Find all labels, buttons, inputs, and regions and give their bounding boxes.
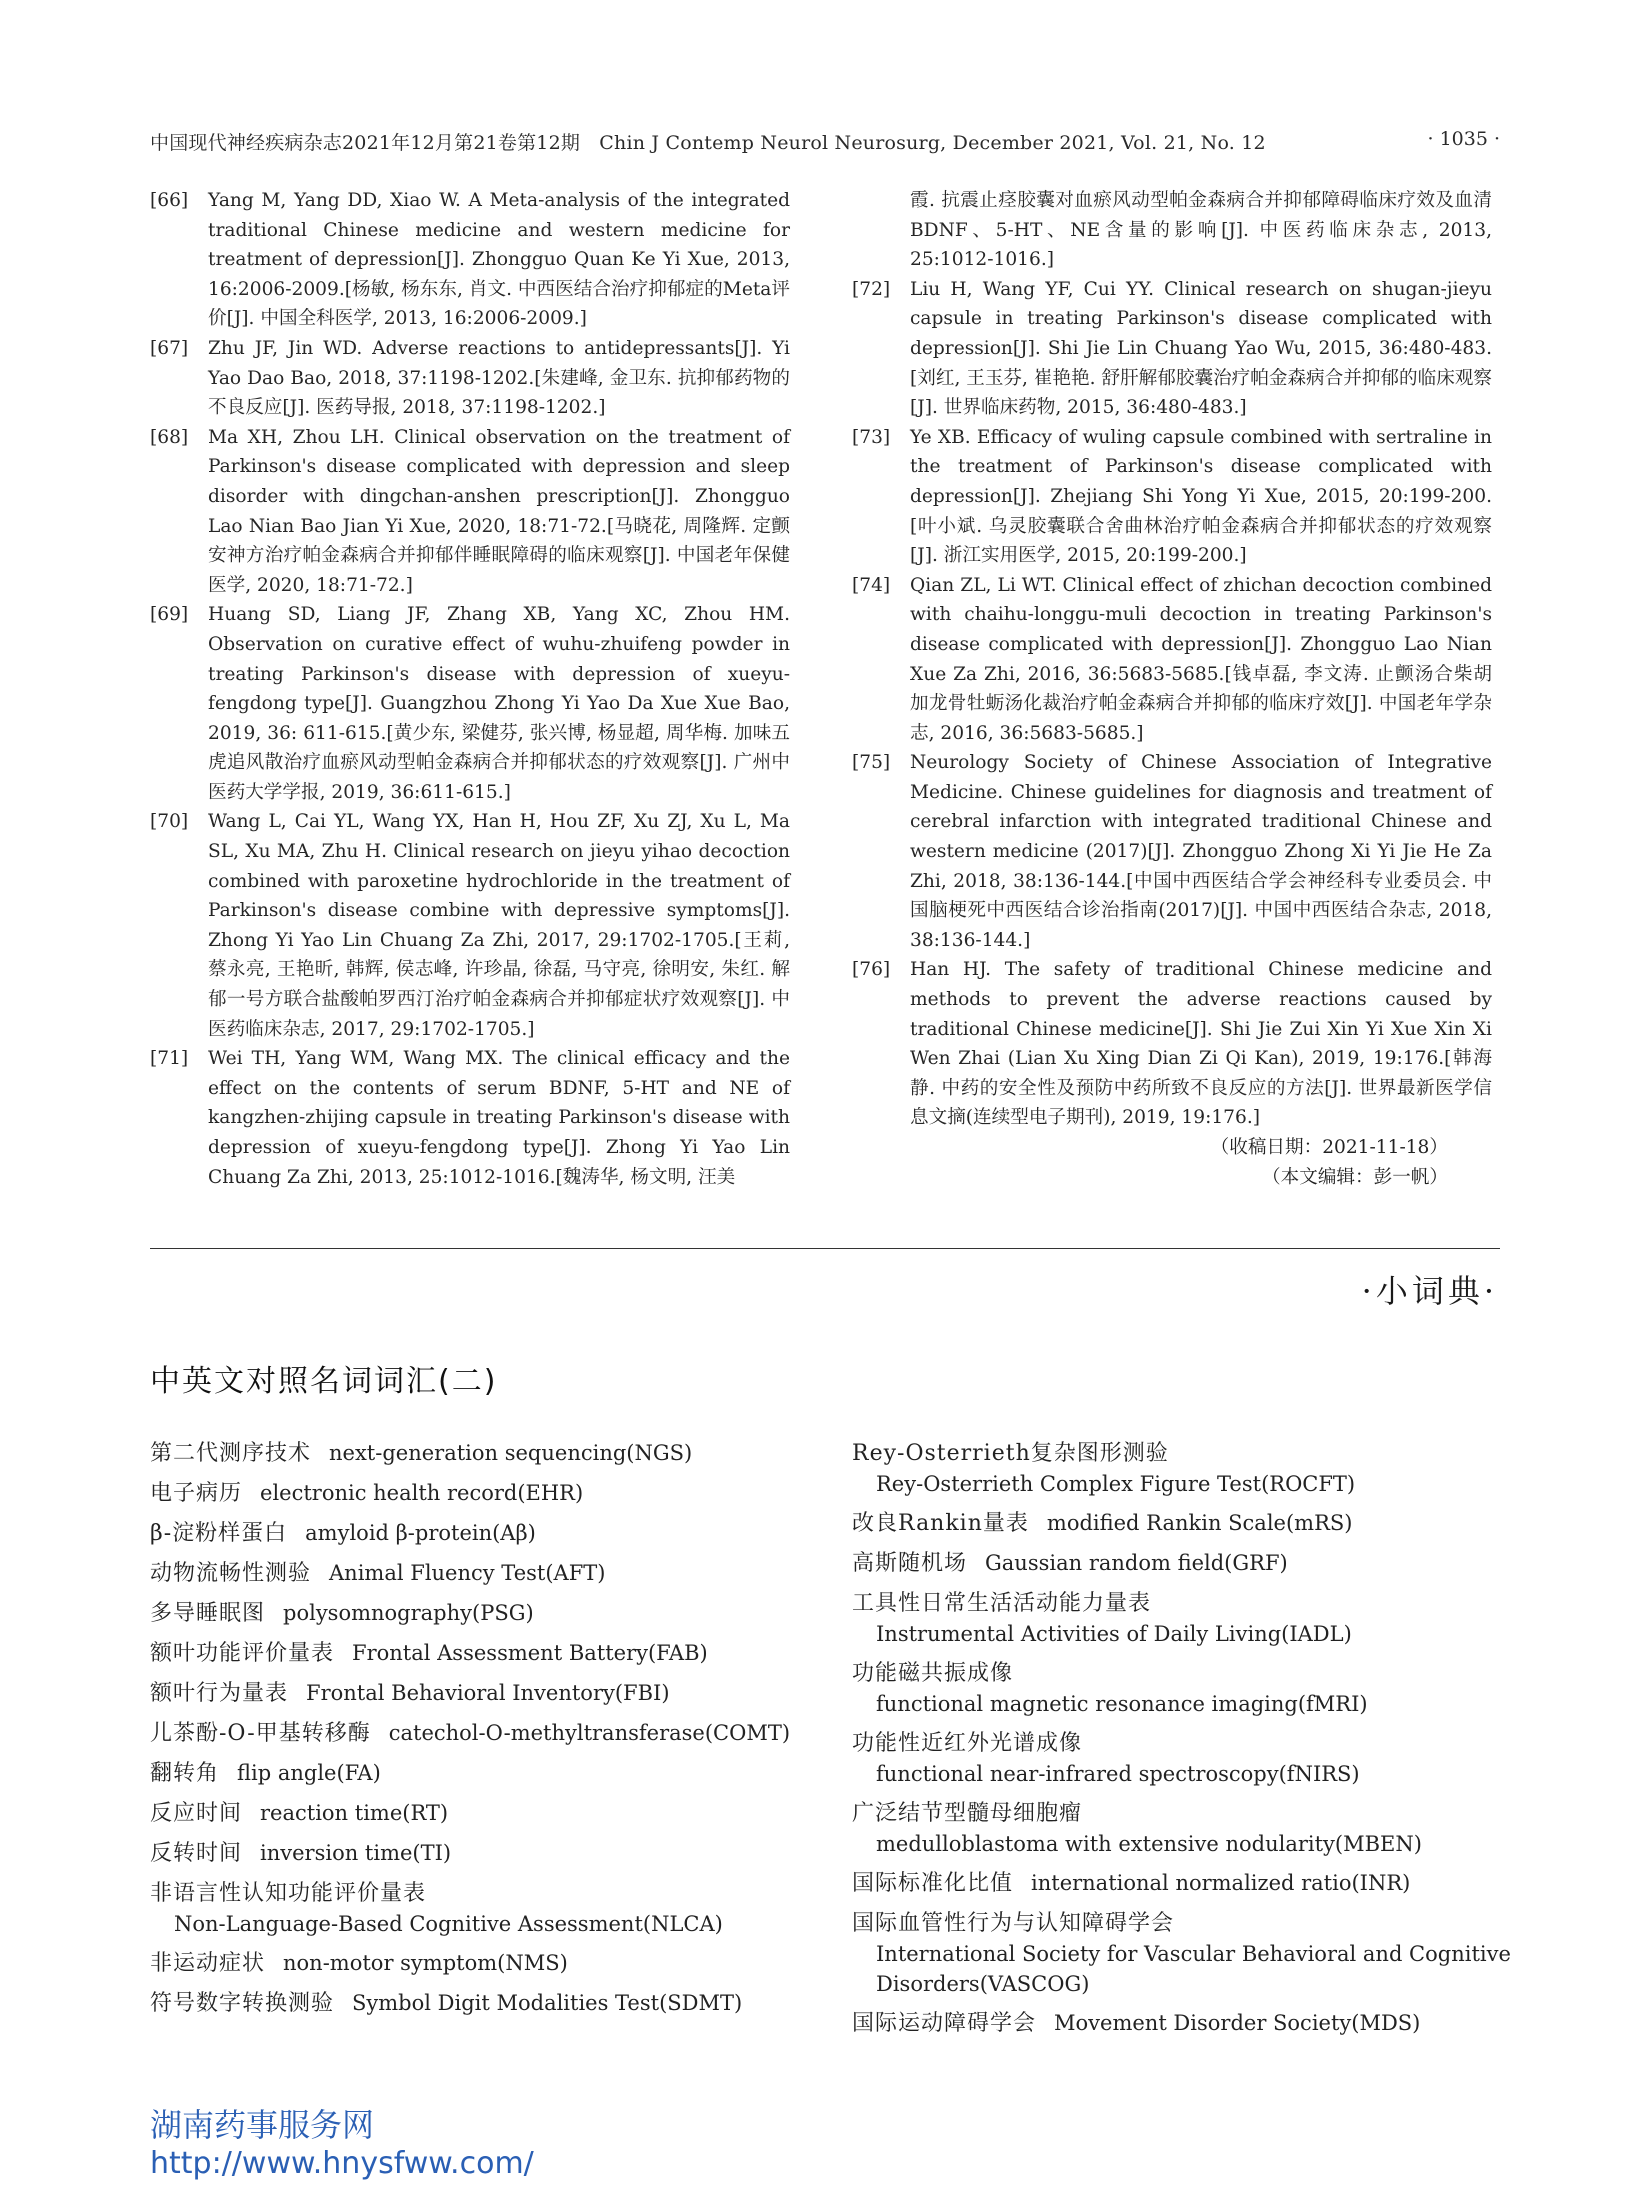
glossary-term-chinese: 第二代测序技术 (150, 1441, 312, 1466)
reference-continuation: 霞. 抗震止痉胶囊对血瘀风动型帕金森病合并抑郁障碍临床疗效及血清BDNF、5-HT、NE含量的影响[J]. 中医药临床杂志, 2013, 25:1012-1016.] (910, 190, 1492, 271)
glossary-term-english: functional near-infrared spectroscopy(fNIRS) (876, 1762, 1360, 1786)
reference-text: Wei TH, Yang WM, Wang MX. The clinical efficacy and the effect on the contents of serum BDNF, 5-HT and NE of kangzhen-zhijing capsule in treating Parkinson's disease with depression of xueyu-fengdong type[J]. Zhong Yi Yao Lin Chuang Za Zhi, 2013, 25:1012-1016.[魏涛华, 杨文明, 汪美 (208, 1048, 790, 1188)
glossary-term-chinese: 额叶行为量表 (150, 1681, 289, 1706)
glossary-term-english: Non-Language-Based Cognitive Assessment(NLCA) (174, 1912, 723, 1936)
glossary-entry (150, 1838, 830, 1869)
glossary-entry (852, 1728, 1512, 1789)
glossary-term-english: non-motor symptom(NMS) (283, 1951, 568, 1975)
glossary-entry (852, 1798, 1512, 1859)
glossary-term-english: Instrumental Activities of Daily Living(IADL) (876, 1622, 1352, 1646)
glossary-entry (150, 1718, 830, 1749)
glossary-term-chinese: β-淀粉样蛋白 (150, 1521, 288, 1546)
glossary-term-english: Animal Fluency Test(AFT) (329, 1561, 606, 1585)
reference-text: Yang M, Yang DD, Xiao W. A Meta-analysis of the integrated traditional Chinese medicine and western medicine for treatment of depression[J]. Zhongguo Quan Ke Yi Xue, 2013, 16:2006-2009.[杨敏, 杨东东, 肖文. 中西医结合治疗抑郁症的Meta评价[J]. 中国全科医学, 2013, 16:2006-2009.] (208, 190, 790, 330)
journal-citation: 中国现代神经疾病杂志2021年12月第21卷第12期 Chin J Contemp Neurol Neurosurg, December 2021, Vol. 21, No. 12 (150, 132, 1266, 154)
glossary-term-chinese: 国际标准化比值 (852, 1871, 1014, 1896)
reference-number: [69] (150, 604, 189, 626)
glossary-term-chinese: 翻转角 (150, 1761, 220, 1786)
glossary-entry (852, 2008, 1512, 2039)
glossary-term-english: modified Rankin Scale(mRS) (1046, 1511, 1353, 1535)
references-right-list (852, 275, 1492, 1133)
glossary-entry (150, 1598, 830, 1629)
reference-number: [76] (852, 959, 891, 981)
glossary-term-chinese: 多导睡眠图 (150, 1601, 266, 1626)
reference-number: [72] (852, 278, 891, 300)
glossary-entry (150, 1478, 830, 1509)
glossary-term-english: amyloid β-protein(Aβ) (305, 1521, 536, 1545)
received-date: （收稿日期：2021-11-18） (1210, 1137, 1448, 1158)
glossary-term-english: international normalized ratio(INR) (1031, 1871, 1411, 1895)
reference-text: Han HJ. The safety of traditional Chinese medicine and methods to prevent the adverse reactions caused by traditional Chinese medicine[J]. Shi Jie Zui Xin Yi Xue Xin Xi Wen Zhai (Lian Xu Xing Dian Zi Qi Kan), 2019, 19:176.[韩海静. 中药的安全性及预防中药所致不良反应的方法[J]. 世界最新医学信息文摘(连续型电子期刊), 2019, 19:176.] (910, 959, 1492, 1129)
reference-number: [71] (150, 1048, 189, 1070)
reference-text: Liu H, Wang YF, Cui YY. Clinical research on shugan-jieyu capsule in treating Parkinson's disease complicated with depression[J]. Shi Jie Lin Chuang Yao Wu, 2015, 36:480-483.[刘红, 王玉芬, 崔艳艳. 舒肝解郁胶囊治疗帕金森病合并抑郁的临床观察[J]. 世界临床药物, 2015, 36:480-483.] (910, 278, 1492, 419)
glossary-term-english: Symbol Digit Modalities Test(SDMT) (352, 1991, 743, 2015)
glossary-term-chinese: 符号数字转换测验 (150, 1991, 335, 2016)
glossary-term-chinese: 儿茶酚-O-甲基转移酶 (150, 1721, 371, 1746)
glossary-term-chinese: 改良Rankin量表 (852, 1511, 1029, 1536)
glossary-term-chinese: 广泛结节型髓母细胞瘤 (852, 1801, 1083, 1826)
reference-item (150, 423, 790, 601)
glossary-entry (150, 1878, 830, 1939)
glossary-entry (150, 1518, 830, 1549)
reference-item (852, 423, 1492, 571)
glossary-entry (150, 1988, 830, 2019)
glossary-term-chinese: Rey-Osterrieth复杂图形测验 (852, 1441, 1169, 1466)
editor-note: （本文编辑：彭一帆） (1262, 1166, 1448, 1188)
glossary-term-english: Frontal Behavioral Inventory(FBI) (306, 1681, 670, 1705)
glossary-term-english: polysomnography(PSG) (283, 1601, 534, 1625)
glossary-entry (852, 1658, 1512, 1719)
reference-item (150, 186, 790, 334)
glossary-entry (852, 1868, 1512, 1899)
reference-number: [67] (150, 337, 189, 359)
glossary-term-english: Movement Disorder Society(MDS) (1054, 2011, 1421, 2035)
glossary-term-chinese: 国际血管性行为与认知障碍学会 (852, 1911, 1175, 1936)
reference-text: Huang SD, Liang JF, Zhang XB, Yang XC, Zhou HM. Observation on curative effect of wuhu-zhuifeng powder in treating Parkinson's disease with depression of xueyu-fengdong type[J]. Guangzhou Zhong Yi Yao Da Xue Xue Bao, 2019, 36: 611-615.[黄少东, 梁健芬, 张兴博, 杨显超, 周华梅. 加味五虎追风散治疗血瘀风动型帕金森病合并抑郁状态的疗效观察[J]. 广州中医药大学学报, 2019, 36:611-615.] (208, 604, 790, 803)
reference-text: Wang L, Cai YL, Wang YX, Han H, Hou ZF, Xu ZJ, Xu L, Ma SL, Xu MA, Zhu H. Clinical research on jieyu yihao decoction combined with paroxetine hydrochloride in the treatment of Parkinson's disease combine with depressive symptoms[J]. Zhong Yi Yao Lin Chuang Za Zhi, 2017, 29:1702-1705.[王莉, 蔡永亮, 王艳昕, 韩辉, 侯志峰, 许珍晶, 徐磊, 马守亮, 徐明安, 朱红. 解郁一号方联合盐酸帕罗西汀治疗帕金森病合并抑郁症状疗效观察[J]. 中医药临床杂志, 2017, 29:1702-1705.] (208, 811, 790, 1040)
reference-item (150, 1044, 790, 1192)
glossary-entry (852, 1908, 1512, 1999)
section-divider (150, 1248, 1500, 1249)
glossary-left-column (150, 1438, 830, 2028)
glossary-entry (852, 1438, 1512, 1499)
glossary-term-chinese: 功能性近红外光谱成像 (852, 1731, 1083, 1756)
glossary-term-english: functional magnetic resonance imaging(fMRI) (876, 1692, 1368, 1716)
running-header (150, 128, 1500, 164)
glossary-entry (150, 1678, 830, 1709)
references-left-column (150, 186, 790, 1192)
watermark-site-name: 湖南药事服务网 (150, 2106, 375, 2144)
glossary-entry (852, 1588, 1512, 1649)
glossary-term-chinese: 电子病历 (150, 1481, 243, 1506)
reference-text: Ye XB. Efficacy of wuling capsule combined with sertraline in the treatment of Parkinson's disease complicated with depression[J]. Zhejiang Shi Yong Yi Xue, 2015, 20:199-200.[叶小斌. 乌灵胶囊联合舍曲林治疗帕金森病合并抑郁状态的疗效观察[J]. 浙江实用医学, 2015, 20:199-200.] (910, 426, 1492, 567)
reference-text: Ma XH, Zhou LH. Clinical observation on the treatment of Parkinson's disease complicated with depression and sleep disorder with dingchan-anshen prescription[J]. Zhongguo Lao Nian Bao Jian Yi Xue, 2020, 18:71-72.[马晓花, 周隆辉. 定颤安神方治疗帕金森病合并抑郁伴睡眠障碍的临床观察[J]. 中国老年保健医学, 2020, 18:71-72.] (208, 426, 790, 596)
column-badge: ·小词典· (1361, 1272, 1498, 1310)
glossary-term-chinese: 国际运动障碍学会 (852, 2011, 1037, 2036)
reference-text: Qian ZL, Li WT. Clinical effect of zhichan decoction combined with chaihu-longgu-muli decoction in treating Parkinson's disease complicated with depression[J]. Zhongguo Lao Nian Xue Za Zhi, 2016, 36:5683-5685.[钱卓磊, 李文涛. 止颤汤合柴胡加龙骨牡蛎汤化裁治疗帕金森病合并抑郁的临床疗效[J]. 中国老年学杂志, 2016, 36:5683-5685.] (910, 574, 1492, 744)
glossary-entry (150, 1438, 830, 1469)
glossary-term-chinese: 非运动症状 (150, 1951, 266, 1976)
glossary-entry (852, 1548, 1512, 1579)
glossary-entry (150, 1638, 830, 1669)
reference-item (150, 600, 790, 807)
reference-text: Neurology Society of Chinese Association of Integrative Medicine. Chinese guidelines for diagnosis and treatment of cerebral infarction with integrated traditional Chinese and western medicine (2017)[J]. Zhongguo Zhong Xi Yi Jie He Za Zhi, 2018, 38:136-144.[中国中西医结合学会神经科专业委员会. 中国脑梗死中西医结合诊治指南(2017)[J]. 中国中西医结合杂志, 2018, 38:136-144.] (910, 752, 1492, 951)
glossary-term-chinese: 反应时间 (150, 1801, 243, 1826)
glossary-term-english: electronic health record(EHR) (260, 1481, 584, 1505)
glossary-term-english: Frontal Assessment Battery(FAB) (352, 1641, 708, 1665)
reference-number: [75] (852, 752, 891, 774)
reference-text: Zhu JF, Jin WD. Adverse reactions to antidepressants[J]. Yi Yao Dao Bao, 2018, 37:1198-1202.[朱建峰, 金卫东. 抗抑郁药物的不良反应[J]. 医药导报, 2018, 37:1198-1202.] (208, 337, 790, 419)
glossary-term-chinese: 功能磁共振成像 (852, 1661, 1014, 1686)
glossary-term-chinese: 动物流畅性测验 (150, 1561, 312, 1586)
reference-item (852, 748, 1492, 955)
watermark-url[interactable]: http://www.hnysfww.com/ (150, 2146, 534, 2181)
reference-number: [73] (852, 426, 891, 448)
glossary-term-chinese: 工具性日常生活活动能力量表 (852, 1591, 1152, 1616)
glossary-term-english: inversion time(TI) (260, 1841, 452, 1865)
reference-item (150, 807, 790, 1044)
glossary-term-english: Gaussian random field(GRF) (985, 1551, 1288, 1575)
glossary-entry (852, 1508, 1512, 1539)
glossary-term-english: reaction time(RT) (260, 1801, 449, 1825)
glossary-right-column (852, 1438, 1512, 2048)
glossary-term-english: flip angle(FA) (237, 1761, 381, 1785)
glossary-term-english: International Society for Vascular Behavioral and Cognitive Disorders(VASCOG) (876, 1942, 1511, 1996)
reference-number: [70] (150, 811, 189, 833)
glossary-entry (150, 1798, 830, 1829)
reference-item (852, 955, 1492, 1133)
glossary-term-chinese: 高斯随机场 (852, 1551, 968, 1576)
reference-item (150, 334, 790, 423)
glossary-entry (150, 1948, 830, 1979)
section-title: 中英文对照名词词汇(二) (150, 1364, 498, 1399)
reference-item (852, 275, 1492, 423)
references-right-column (852, 186, 1492, 1192)
reference-number: [68] (150, 426, 189, 448)
page-number: · 1035 · (1427, 128, 1500, 150)
glossary-term-english: Rey-Osterrieth Complex Figure Test(ROCFT) (876, 1472, 1356, 1496)
reference-number: [74] (852, 574, 891, 596)
reference-number: [66] (150, 190, 189, 211)
glossary-term-english: next-generation sequencing(NGS) (329, 1441, 693, 1465)
glossary-term-chinese: 反转时间 (150, 1841, 243, 1866)
reference-item (852, 571, 1492, 749)
glossary-term-english: medulloblastoma with extensive nodularity(MBEN) (876, 1832, 1422, 1856)
glossary-term-chinese: 非语言性认知功能评价量表 (150, 1881, 427, 1906)
glossary-term-chinese: 额叶功能评价量表 (150, 1641, 335, 1666)
glossary-term-english: catechol-O-methyltransferase(COMT) (388, 1721, 791, 1745)
glossary-entry (150, 1558, 830, 1589)
glossary-entry (150, 1758, 830, 1789)
